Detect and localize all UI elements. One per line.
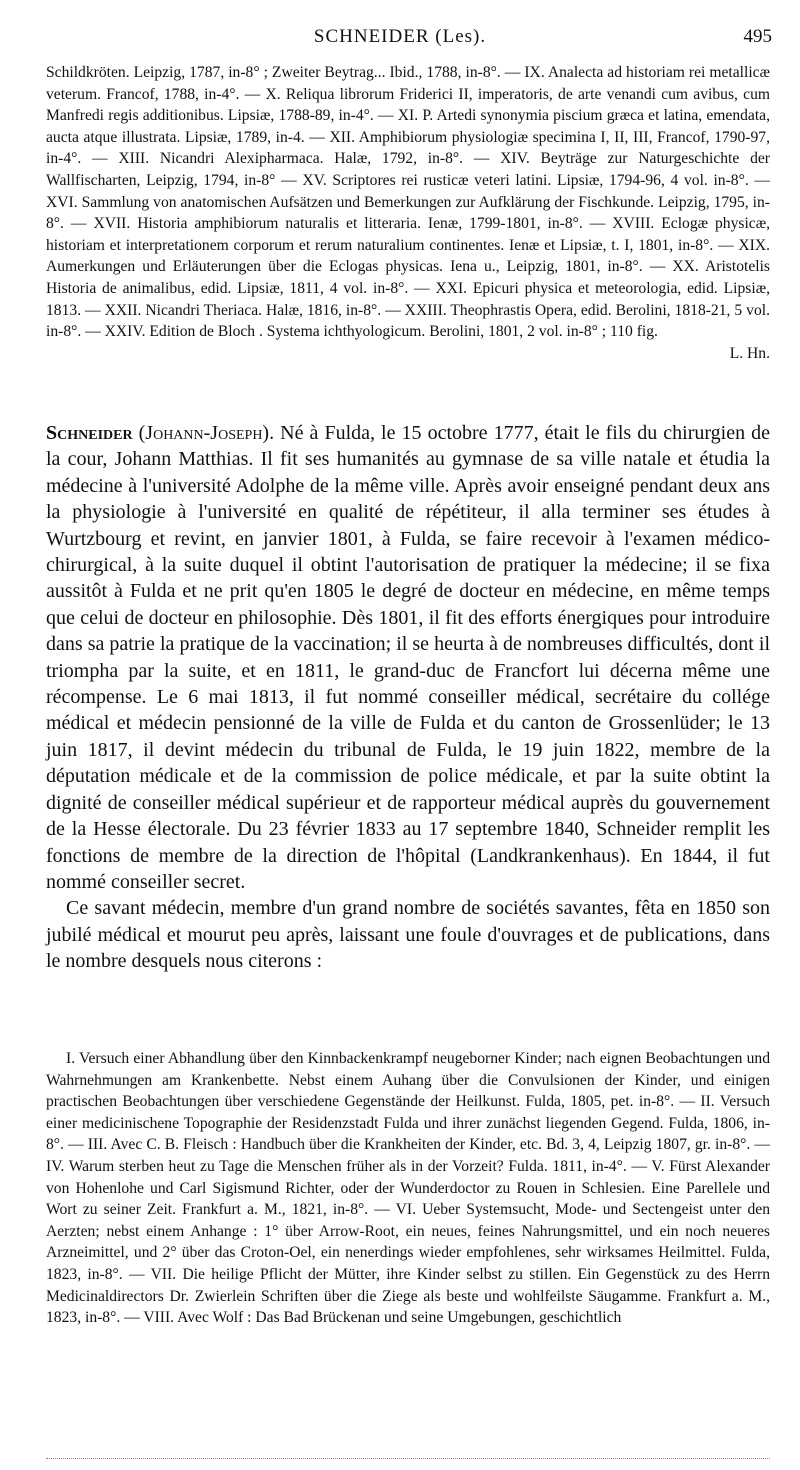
- entry-given-names: (Johann-Joseph).: [138, 422, 275, 444]
- bibliography-text: Schildkröten. Leipzig, 1787, in-8° ; Zweiter Beytrag... Ibid., 1788, in-8°. — IX. Analecta ad historiam rei metallicæ veterum. Francof, 1788, in-4°. — X. Reliqua librorum Friderici II, imperatoris, de arte venandi cum avibus, cum Manfredi regis additionibus. Lipsiæ, 1788-89, in-4°. — XI. P. Artedi synonymia piscium græca et latina, emendata, aucta atque illustrata. Lipsiæ, 1789, in-4. — XII. Amphibiorum physiologiæ specimina I, II, III, Francof, 1790-97, in-4°. — XIII. Nicandri Alexipharmaca. Halæ, 1792, in-8°. — XIV. Beyträge zur Naturgeschichte der Wallfischarten, Leipzig, 1794, in-8° — XV. Scriptores rei rusticæ veteri latini. Lipsiæ, 1794-96, 4 vol. in-8°. — XVI. Sammlung von anatomischen Aufsätzen und Bemerkungen zur Aufklärung der Fischkunde. Leipzig, 1795, in-8°. — XVII. Historia amphibiorum naturalis et litteraria. Ienæ, 1799-1801, in-8°. — XVIII. Eclogæ physicæ, historiam et interpretationem corporum et rerum naturalium continentes. Ienæ et Lipsiæ, t. I, 1801, in-8°. — XIX. Aumerkungen und Erläuterungen über die Eclogas physicas. Iena u., Leipzig, 1801, in-8°. — XX. Aristotelis Historia de animalibus, edid. Lipsiæ, 1811, 4 vol. in-8°. — XXI. Epicuri physica et meteorologia, edid. Lipsiæ, 1813. — XXII. Nicandri Theriaca. Halæ, 1816, in-8°. — XXIII. Theophrastis Opera, edid. Berolini, 1818-21, 5 vol. in-8°. — XXIV. Edition de Bloch . Systema ichthyologicum. Berolini, 1801, 2 vol. in-8° ; 110 fig.: [46, 64, 770, 341]
- entry-surname: Schneider: [46, 422, 133, 444]
- entry-paragraph-1: [46, 420, 770, 895]
- page-header: [0, 26, 800, 56]
- author-signature: L. Hn.: [729, 344, 770, 362]
- bibliography-previous-entry: [46, 62, 770, 364]
- running-head: SCHNEIDER (Les).: [313, 26, 487, 47]
- footer-rule: [46, 1458, 770, 1459]
- works-text: I. Versuch einer Abhandlung über den Kinnbackenkrampf neugeborner Kinder; nach eignen Beobachtungen und Wahrnehmungen am Krankenbette. Nebst einem Auhang über die Convulsionen der Kinder, und einigen practischen Beobachtungen über verschiedene Gegenstände der Heilkunst. Fulda, 1805, pet. in-8°. — II. Versuch einer medicinischene Topographie der Residenzstadt Fulda und ihrer zunächst liegenden Gegend. Fulda, 1806, in-8°. — III. Avec C. B. Fleisch : Handbuch über die Krankheiten der Kinder, etc. Bd. 3, 4, Leipzig 1807, gr. in-8°. — IV. Warum sterben heut zu Tage die Menschen früher als in der Vorzeit? Fulda. 1811, in-4°. — V. Fürst Alexander von Hohenlohe und Carl Sigismund Richter, oder der Wunderdoctor zu Rouen in Schlesien. Eine Parellele und Wort zu seiner Zeit. Frankfurt a. M., 1821, in-8°. — VI. Ueber Systemsucht, Mode- und Sectengeist unter den Aerzten; nebst einem Anhange : 1° über Arrow-Root, ein neues, feines Nahrungsmittel, und ein noch neueres Arzneimittel, und 2° über das Croton-Oel, ein nenerdings wieder empfohlenes, sehr wirksames Heilmittel. Fulda, 1823, in-8°. — VII. Die heilige Pflicht der Mütter, ihre Kinder selbst zu stillen. Ein Gegenstück zu des Herrn Medicinaldirectors Dr. Zwierlein Schriften über die Ziege als beste und wohlfeilste Säugamme. Frankfurt a. M., 1823, in-8°. — VIII. Avec Wolf : Das Bad Brückenan und seine Umgebungen, geschichtlich: [46, 1050, 770, 1327]
- page-number: 495: [743, 26, 772, 47]
- entry-paragraph-2: Ce savant médecin, membre d'un grand nombre de sociétés savantes, fêta en 1850 son jubilé médical et mourut peu après, laissant une foule d'ouvrages et de publications, dans le nombre desquels nous citerons :: [46, 897, 770, 973]
- entry-paragraph-1-text: Né à Fulda, le 15 octobre 1777, était le fils du chirurgien de la cour, Johann Matthias. Il fit ses humanités au gymnase de sa ville natale et étudia la médecine à l'université Adolphe de la même ville. Après avoir enseigné pendant deux ans la physiologie à l'université en qualité de répétiteur, il alla terminer ses études à Wurtzbourg et revint, en janvier 1801, à Fulda, se faire recevoir à l'examen médico-chirurgical, à la suite duquel il obtint l'autorisation de pratiquer la médecine; il se fixa aussitôt à Fulda et ne prit qu'en 1805 le degré de docteur en médecine, en même temps que celui de docteur en philosophie. Dès 1801, il fit des efforts énergiques pour introduire dans sa patrie la pratique de la vaccination; il se heurta à de nombreuses difficultés, dont il triompha par la suite, et en 1811, le grand-duc de Francfort lui décerna même une récompense. Le 6 mai 1813, il fut nommé conseiller médical, secrétaire du collége médical et médecin pensionné de la ville de Fulda et du canton de Grossenlüder; le 13 juin 1817, il devint médecin du tribunal de Fulda, le 19 juin 1822, membre de la députation médicale et de la commission de police médicale, et par la suite obtint la dignité de conseiller médical supérieur et de rapporteur médical auprès du gouvernement de la Hesse électorale. Du 23 février 1833 au 17 septembre 1840, Schneider remplit les fonctions de membre de la direction de l'hôpital (Landkrankenhaus). En 1844, il fut nommé conseiller secret.: [46, 422, 771, 893]
- works-list: [46, 1048, 770, 1329]
- entry-article: [46, 420, 770, 975]
